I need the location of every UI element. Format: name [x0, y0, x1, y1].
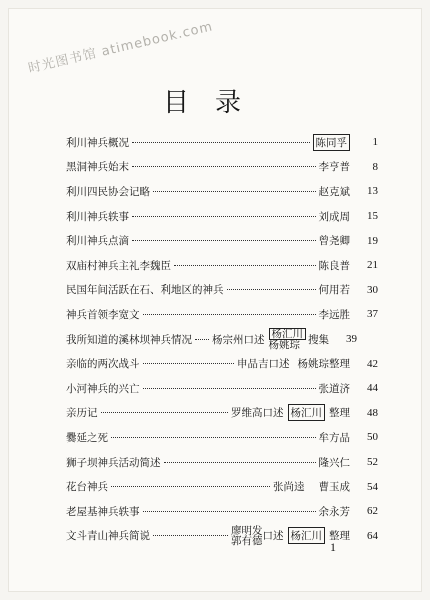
entry-page: 1	[372, 136, 378, 149]
entry-narrator-2: 郭有德	[231, 534, 263, 547]
entry-role: 整理	[329, 530, 350, 543]
leader-dots	[174, 265, 316, 266]
toc-entry[interactable]	[66, 401, 378, 426]
entry-author: 李远胜	[318, 308, 350, 321]
entry-author: 陈良普	[318, 259, 350, 272]
entry-role: 搜集	[308, 333, 329, 346]
entry-narrator: 杨宗州口述	[212, 333, 265, 346]
entry-role: 整理	[329, 358, 350, 371]
leader-dots	[132, 216, 316, 217]
toc-entry[interactable]	[66, 253, 378, 278]
entry-page: 44	[367, 382, 378, 395]
toc-entry[interactable]	[66, 376, 378, 401]
entry-narrator: 申品吉口述	[237, 358, 290, 371]
toc-entry[interactable]	[66, 179, 378, 204]
entry-narrators	[231, 526, 263, 546]
entry-author: 李亨普	[318, 161, 350, 174]
entry-author: 牟方品	[318, 431, 350, 444]
toc-entry[interactable]	[66, 155, 378, 180]
leader-dots	[143, 511, 316, 512]
toc-entry[interactable]	[66, 302, 378, 327]
entry-page: 21	[367, 259, 378, 272]
entry-title: 双庙村神兵主礼李魏臣	[66, 259, 171, 272]
leader-dots	[153, 535, 228, 536]
entry-role: 整理	[329, 407, 350, 420]
entry-title: 利川神兵概况	[66, 136, 129, 149]
leader-dots	[132, 166, 316, 167]
entry-editor: 杨汇川	[269, 328, 307, 340]
entry-title: 神兵首领李宽文	[66, 308, 140, 321]
leader-dots	[227, 289, 316, 290]
entry-editor-2: 杨姚琮	[268, 339, 300, 352]
leader-dots	[132, 240, 316, 241]
entry-page: 37	[367, 308, 378, 321]
leader-dots	[101, 412, 229, 413]
document-page	[8, 8, 422, 592]
toc-entry[interactable]	[66, 327, 378, 352]
entry-author: 曹玉成	[318, 481, 350, 494]
toc-entry[interactable]	[66, 351, 378, 376]
entry-page: 62	[367, 505, 378, 518]
entry-title: 利川四民协会记略	[66, 185, 150, 198]
toc-entry[interactable]	[66, 130, 378, 155]
entry-title: 黑洞神兵始末	[66, 161, 129, 174]
entry-page: 64	[367, 529, 378, 542]
entry-narrator: 罗维高口述	[231, 407, 284, 420]
leader-dots	[153, 191, 316, 192]
entry-title: 亲临的两次战斗	[66, 358, 140, 371]
leader-dots	[143, 388, 316, 389]
entry-title: 利川神兵点滴	[66, 235, 129, 248]
entry-author: 余永芳	[318, 505, 350, 518]
entry-author: 何用若	[318, 284, 350, 297]
toc-entry[interactable]	[66, 425, 378, 450]
entry-page: 8	[372, 160, 378, 173]
narrator-stack	[231, 526, 263, 546]
leader-dots	[143, 314, 316, 315]
entry-page: 48	[367, 406, 378, 419]
entry-title: 爨延之死	[66, 431, 108, 444]
entry-page: 52	[367, 456, 378, 469]
table-of-contents	[66, 130, 378, 548]
entry-author: 赵克斌	[318, 185, 350, 198]
entry-page: 30	[367, 283, 378, 296]
entry-page: 19	[367, 234, 378, 247]
entry-title: 我所知道的溪林坝神兵情况	[66, 333, 192, 346]
page-title: 目录	[162, 88, 267, 118]
leader-dots	[143, 363, 235, 364]
toc-entry[interactable]	[66, 499, 378, 524]
entry-title: 利川神兵轶事	[66, 210, 129, 223]
entry-page: 54	[367, 480, 378, 493]
entry-title: 老屋基神兵轶事	[66, 505, 140, 518]
toc-entry[interactable]	[66, 450, 378, 475]
entry-title: 民国年间活跃在石、利地区的神兵	[66, 284, 224, 297]
watermark: 时光图书馆 atimebook.com	[26, 19, 215, 77]
entry-page: 39	[346, 333, 357, 346]
leader-dots	[111, 437, 316, 438]
toc-entry[interactable]	[66, 204, 378, 229]
entry-author: 隆兴仁	[318, 456, 350, 469]
entry-title: 狮子坝神兵活动简述	[66, 456, 161, 469]
entry-title: 文斗青山神兵简说	[66, 530, 150, 543]
entry-page: 15	[367, 210, 378, 223]
page-number: 1	[330, 540, 336, 554]
entry-title: 小河神兵的兴亡	[66, 382, 140, 395]
entry-editor: 杨汇川	[288, 404, 326, 421]
entry-page: 13	[367, 185, 378, 198]
leader-dots	[195, 339, 209, 340]
entry-editor: 杨汇川	[288, 527, 326, 544]
leader-dots	[132, 142, 310, 143]
toc-entry[interactable]	[66, 474, 378, 499]
entry-page: 50	[367, 431, 378, 444]
entry-author: 张道济	[318, 382, 350, 395]
entry-narrator-suffix: 口述	[262, 530, 284, 543]
toc-entry[interactable]	[66, 278, 378, 303]
entry-title: 花台神兵	[66, 481, 108, 494]
toc-entry[interactable]	[66, 228, 378, 253]
entry-page: 42	[367, 357, 378, 370]
entry-editor: 杨姚琮	[297, 358, 329, 371]
entry-author: 陈同孚	[313, 134, 351, 151]
entry-narrator: 张尚逵	[273, 481, 305, 494]
entry-author: 曾尧卿	[318, 235, 350, 248]
entry-editors	[269, 328, 307, 350]
leader-dots	[164, 462, 316, 463]
entry-narrator: 廖明发	[231, 524, 263, 537]
entry-title: 亲历记	[66, 407, 98, 420]
leader-dots	[111, 486, 270, 487]
editor-stack	[269, 328, 307, 350]
entry-author: 刘成周	[318, 210, 350, 223]
